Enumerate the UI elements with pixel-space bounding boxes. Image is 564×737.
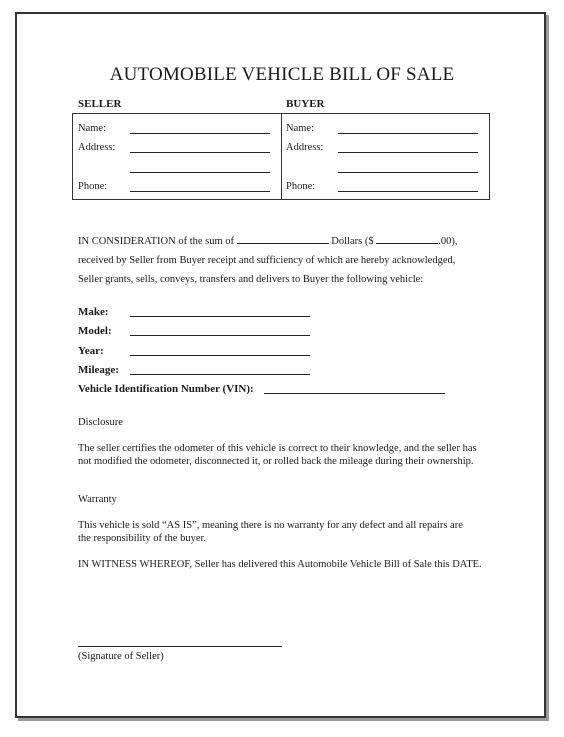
seller-name-label: Name: [78, 123, 106, 134]
document-title: AUTOMOBILE VEHICLE BILL OF SALE [109, 64, 455, 85]
buyer-phone-label: Phone: [286, 181, 316, 192]
buyer-name-label: Name: [286, 123, 314, 134]
amount-number-field[interactable] [376, 234, 438, 244]
model-label: Model: [78, 325, 112, 337]
seller-phone-label: Phone: [78, 181, 108, 192]
seller-name-field[interactable] [130, 133, 270, 134]
consideration-line-3: Seller grants, sells, conveys, transfers and delivers to Buyer the following vehicle: [78, 274, 424, 285]
make-field[interactable] [130, 316, 310, 317]
buyer-address-label: Address: [286, 142, 324, 153]
seller-signature-field[interactable] [78, 646, 282, 647]
amount-words-field[interactable] [237, 234, 329, 244]
year-field[interactable] [130, 355, 310, 356]
vin-field[interactable] [264, 393, 445, 394]
consideration-line-1 [78, 234, 457, 248]
model-field[interactable] [130, 335, 310, 336]
warranty-text: This vehicle is sold “AS IS”, meaning there is no warranty for any defect and all repairs are the responsibility of the buyer. [78, 520, 463, 544]
buyer-name-field[interactable] [338, 133, 478, 134]
disclosure-heading: Disclosure [78, 417, 123, 428]
mileage-label: Mileage: [78, 364, 119, 376]
consideration-text-2: Dollars ($ [331, 236, 374, 247]
mileage-field[interactable] [130, 374, 310, 375]
disclosure-text: The seller certifies the odometer of this vehicle is correct to their knowledge, and the seller has not modified the odometer, disconnected it, or rolled back the mileage during their ownership. [78, 443, 477, 467]
buyer-address-field-2[interactable] [338, 172, 478, 173]
seller-address-label: Address: [78, 142, 116, 153]
party-info-box [72, 113, 490, 200]
seller-address-field-1[interactable] [130, 152, 270, 153]
witness-text: IN WITNESS WHEREOF, Seller has delivered this Automobile Vehicle Bill of Sale this DATE. [78, 559, 482, 570]
consideration-text-3: .00), [438, 236, 458, 247]
warranty-heading: Warranty [78, 494, 117, 505]
vin-label: Vehicle Identification Number (VIN): [78, 383, 254, 395]
seller-phone-field[interactable] [130, 191, 270, 192]
signature-label: (Signature of Seller) [78, 651, 164, 662]
party-divider [281, 114, 282, 199]
consideration-line-2: received by Seller from Buyer receipt and sufficiency of which are hereby acknowledged, [78, 255, 456, 266]
buyer-address-field-1[interactable] [338, 152, 478, 153]
make-label: Make: [78, 306, 109, 318]
seller-address-field-2[interactable] [130, 172, 270, 173]
consideration-text-1: IN CONSIDERATION of the sum of [78, 236, 235, 247]
buyer-phone-field[interactable] [338, 191, 478, 192]
seller-heading: SELLER [78, 98, 122, 110]
buyer-heading: BUYER [286, 98, 325, 110]
year-label: Year: [78, 345, 104, 357]
